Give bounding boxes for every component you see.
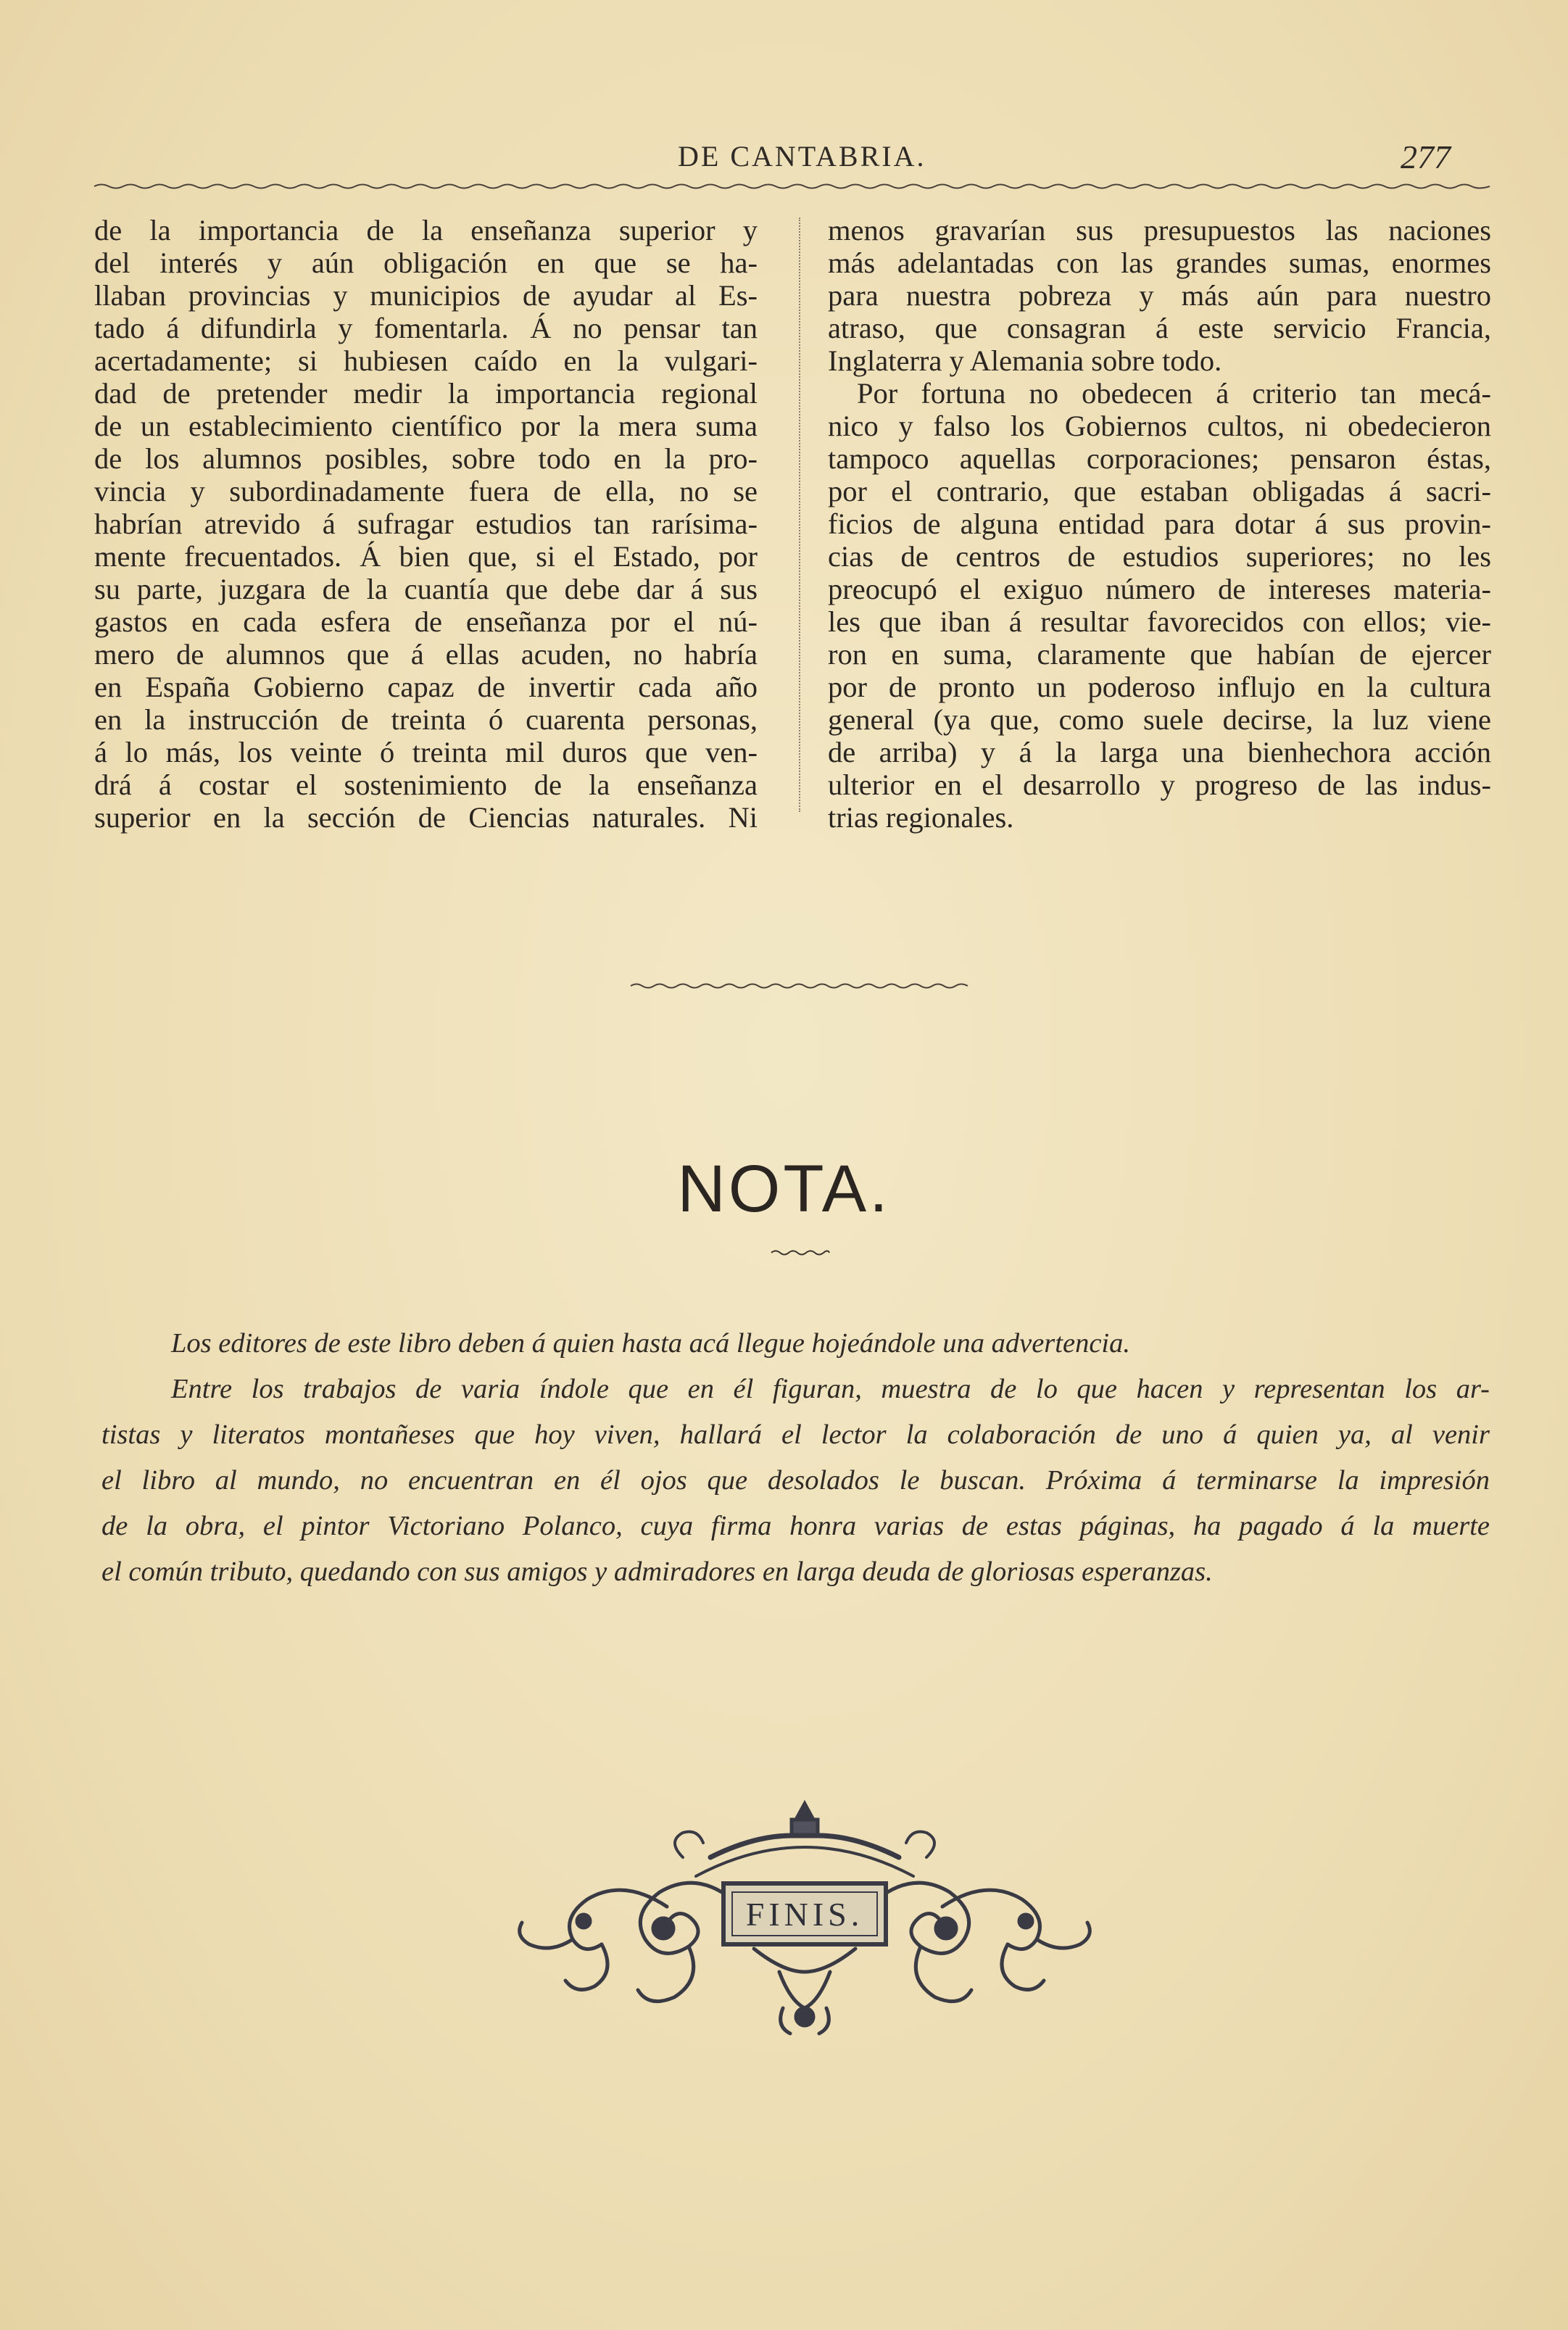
right-line: atraso, que consagran á este servicio Francia, (828, 312, 1491, 344)
right-line: más adelantadas con las grandes sumas, enormes (828, 246, 1491, 279)
nota-heading: NOTA. (677, 1152, 891, 1226)
section-separator (631, 981, 968, 991)
right-line: ficios de alguna entidad para dotar á sus provin- (828, 507, 1491, 540)
right-line: trias regionales. (828, 801, 1014, 834)
left-line: tado á difundirla y fomentarla. Á no pensar tan (94, 312, 758, 344)
nota-line: de la obra, el pintor Victoriano Polanco, cuya firma honra varias de estas páginas, ha pagado á la muerte (101, 1511, 1490, 1541)
right-line: ulterior en el desarrollo y progreso de las indus- (828, 768, 1491, 801)
nota-line: el libro al mundo, no encuentran en él ojos que desolados le buscan. Próxima á terminarse la impresión (101, 1465, 1490, 1496)
left-line: de la importancia de la enseñanza superior y (94, 214, 758, 246)
left-line: vincia y subordinadamente fuera de ella, no se (94, 475, 758, 507)
nota-line: tistas y literatos montañeses que hoy viven, hallará el lector la colaboración de uno á quien ya, al venir (101, 1419, 1490, 1450)
right-line: Por fortuna no obedecen á criterio tan mecá- (857, 377, 1491, 410)
left-line: llaban provincias y municipios de ayudar al Es- (94, 279, 758, 312)
page-number: 277 (1401, 138, 1451, 175)
right-line: preocupó el exiguo número de intereses materia- (828, 573, 1491, 605)
right-line: por el contrario, que estaban obligadas á sacri- (828, 475, 1491, 507)
right-line: general (ya que, como suele decirse, la luz viene (828, 703, 1491, 736)
nota-body (101, 1321, 1490, 1595)
right-line: por de pronto un poderoso influjo en la cultura (828, 671, 1491, 703)
right-line: tampoco aquellas corporaciones; pensaron éstas, (828, 442, 1491, 475)
right-line: para nuestra pobreza y más aún para nuestro (828, 279, 1491, 312)
left-line: en España Gobierno capaz de invertir cada año (94, 671, 758, 703)
left-line: drá á costar el sostenimiento de la enseñanza (94, 768, 758, 801)
left-line: acertadamente; si hubiesen caído en la vulgari- (94, 344, 758, 377)
column-divider (799, 217, 800, 812)
left-line: á lo más, los veinte ó treinta mil duros que ven- (94, 736, 758, 768)
right-line: nico y falso los Gobiernos cultos, ni obedecieron (828, 410, 1491, 442)
left-line: dad de pretender medir la importancia regional (94, 377, 758, 410)
left-line: del interés y aún obligación en que se ha- (94, 246, 758, 279)
finis-ornament (493, 1791, 1116, 2044)
nota-paragraph (101, 1367, 1490, 1595)
right-line: cias de centros de estudios superiores; no les (828, 540, 1491, 573)
nota-line: el común tributo, quedando con sus amigos y admiradores en larga deuda de gloriosas esperanzas. (101, 1556, 1213, 1587)
nota-flourish (771, 1248, 829, 1257)
running-header-title: DE CANTABRIA. (678, 140, 926, 173)
right-line: les que iban á resultar favorecidos con ellos; vie- (828, 605, 1491, 638)
right-line: menos gravarían sus presupuestos las naciones (828, 214, 1491, 246)
right-line: ron en suma, claramente que habían de ejercer (828, 638, 1491, 671)
left-line: de los alumnos posibles, sobre todo en la pro- (94, 442, 758, 475)
left-line: gastos en cada esfera de enseñanza por el nú- (94, 605, 758, 638)
left-column (94, 214, 758, 834)
left-line: habrían atrevido á sufragar estudios tan rarísima- (94, 507, 758, 540)
left-line: mero de alumnos que á ellas acuden, no habría (94, 638, 758, 671)
left-line: mente frecuentados. Á bien que, si el Estado, por (94, 540, 758, 573)
left-line: su parte, juzgara de la cuantía que debe dar á sus (94, 573, 758, 605)
right-line: de arriba) y á la larga una bienhechora acción (828, 736, 1491, 768)
right-line: Inglaterra y Alemania sobre todo. (828, 344, 1222, 377)
finis-label: FINIS. (745, 1896, 864, 1933)
header-rule (94, 181, 1490, 191)
left-line: de un establecimiento científico por la mera suma (94, 410, 758, 442)
nota-paragraph: Los editores de este libro deben á quien hasta acá llegue hojeándole una advertencia. (171, 1328, 1130, 1359)
right-column (828, 214, 1491, 834)
left-line: superior en la sección de Ciencias naturales. Ni (94, 801, 758, 834)
nota-line: Entre los trabajos de varia índole que en él figuran, muestra de lo que hacen y representan los ar- (171, 1374, 1490, 1404)
left-line: en la instrucción de treinta ó cuarenta personas, (94, 703, 758, 736)
